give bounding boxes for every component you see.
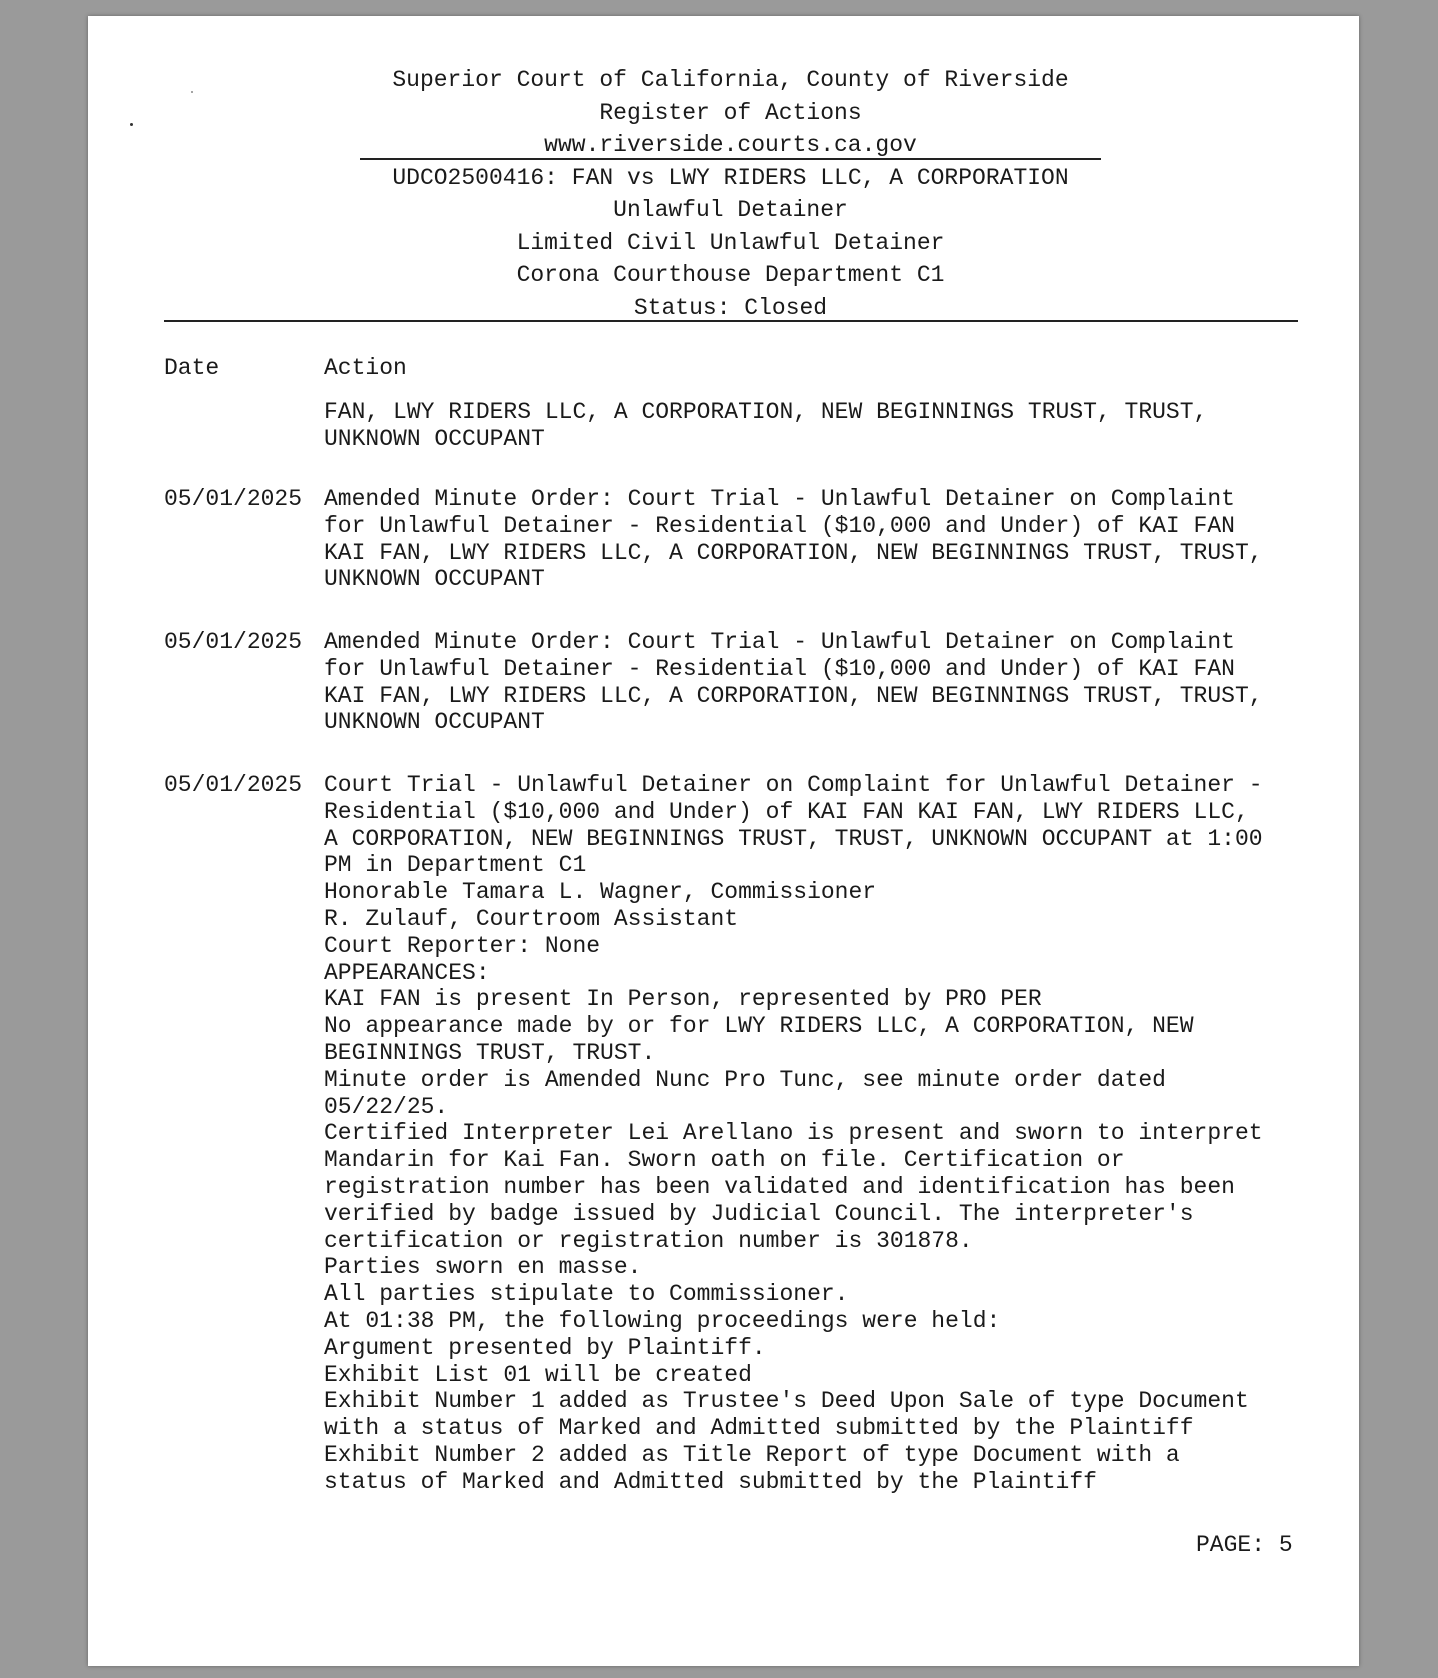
entry-action-line: All parties stipulate to Commissioner.	[324, 1281, 849, 1308]
court-name: Superior Court of California, County of Riverside	[392, 67, 1069, 93]
case-type: Unlawful Detainer	[613, 197, 848, 223]
entry-action-line: No appearance made by or for LWY RIDERS LLC, A CORPORATION, NEW	[324, 1013, 1194, 1040]
date-column-heading: Date	[164, 355, 220, 381]
entry-action-line: Amended Minute Order: Court Trial - Unlawful Detainer on Complaint	[324, 486, 1235, 512]
entry-action-line: Amended Minute Order: Court Trial - Unlawful Detainer on Complaint	[324, 629, 1235, 655]
entry-action	[324, 772, 1324, 1496]
entry-action-line: KAI FAN is present In Person, represented by PRO PER	[324, 986, 1042, 1013]
entry-action-line: 05/22/25.	[324, 1093, 449, 1120]
entry-action-line: Honorable Tamara L. Wagner, Commissioner	[324, 879, 877, 906]
entry-date: 05/01/2025	[164, 772, 303, 798]
entry-action-line: Exhibit Number 2 added as Title Report of type Document with a	[324, 1441, 1180, 1468]
entry-action-line: Exhibit Number 1 added as Trustee's Deed Upon Sale of type Document	[324, 1388, 1249, 1415]
entry-action-line: UNKNOWN OCCUPANT	[324, 709, 545, 736]
header-divider-long	[164, 320, 1298, 322]
entry-action-line: PM in Department C1	[324, 852, 587, 879]
entry-action-line: Argument presented by Plaintiff.	[324, 1334, 766, 1361]
courthouse-location: Corona Courthouse Department C1	[516, 262, 945, 288]
entry-action-line: certification or registration number is 301878.	[324, 1227, 973, 1254]
entry-action-line: Certified Interpreter Lei Arellano is present and sworn to interpret	[324, 1120, 1263, 1147]
entry-action-line: for Unlawful Detainer - Residential ($10,000 and Under) of KAI FAN	[324, 512, 1235, 539]
entry-action-line: Minute order is Amended Nunc Pro Tunc, see minute order dated	[324, 1066, 1166, 1093]
case-subtype: Limited Civil Unlawful Detainer	[516, 229, 945, 256]
header-divider-short	[360, 158, 1101, 160]
entry-action	[324, 629, 1324, 736]
document-title: Register of Actions	[599, 99, 862, 126]
entry-action-line: status of Marked and Admitted submitted by the Plaintiff	[324, 1468, 1097, 1495]
entry-action-line: KAI FAN, LWY RIDERS LLC, A CORPORATION, NEW BEGINNINGS TRUST, TRUST,	[324, 539, 1263, 566]
entry-action-line: verified by badge issued by Judicial Council. The interpreter's	[324, 1200, 1194, 1227]
page-number: PAGE: 5	[1196, 1532, 1293, 1558]
entry-action-line: At 01:38 PM, the following proceedings were held:	[324, 1307, 1001, 1334]
action-column-heading: Action	[324, 355, 407, 381]
entry-action-line: Residential ($10,000 and Under) of KAI FAN KAI FAN, LWY RIDERS LLC,	[324, 798, 1249, 825]
entry-action-line: registration number has been validated and identification has been	[324, 1173, 1235, 1200]
entry-action-line: KAI FAN, LWY RIDERS LLC, A CORPORATION, NEW BEGINNINGS TRUST, TRUST,	[324, 682, 1263, 709]
entry-action-line: BEGINNINGS TRUST, TRUST.	[324, 1039, 656, 1066]
entry-action	[324, 486, 1324, 593]
case-number-line: UDCO2500416: FAN vs LWY RIDERS LLC, A CORPORATION	[392, 164, 1069, 191]
entry-action-line: A CORPORATION, NEW BEGINNINGS TRUST, TRUST, UNKNOWN OCCUPANT at 1:00	[324, 825, 1263, 852]
case-status: Status: Closed	[633, 294, 828, 321]
entry-action-line: with a status of Marked and Admitted submitted by the Plaintiff	[324, 1415, 1194, 1442]
court-website: www.riverside.courts.ca.gov	[544, 132, 917, 158]
entry-action-line: UNKNOWN OCCUPANT	[324, 425, 545, 452]
entry-action-line: APPEARANCES:	[324, 959, 490, 986]
entry-action-line: for Unlawful Detainer - Residential ($10,000 and Under) of KAI FAN	[324, 655, 1235, 682]
entry-action-line: UNKNOWN OCCUPANT	[324, 566, 545, 593]
entry-action-line: Court Trial - Unlawful Detainer on Complaint for Unlawful Detainer -	[324, 772, 1263, 798]
document-page	[88, 16, 1359, 1666]
entry-action-line: FAN, LWY RIDERS LLC, A CORPORATION, NEW BEGINNINGS TRUST, TRUST,	[324, 399, 1208, 425]
entry-action	[324, 399, 1324, 453]
entry-action-line: Mandarin for Kai Fan. Sworn oath on file. Certification or	[324, 1147, 1125, 1174]
document-header	[88, 64, 1359, 324]
entry-action-line: Court Reporter: None	[324, 932, 601, 959]
entry-date: 05/01/2025	[164, 486, 303, 512]
entry-action-line: Exhibit List 01 will be created	[324, 1361, 752, 1388]
entry-action-line: R. Zulauf, Courtroom Assistant	[324, 905, 739, 932]
entry-date: 05/01/2025	[164, 629, 303, 655]
entry-action-line: Parties sworn en masse.	[324, 1254, 642, 1281]
